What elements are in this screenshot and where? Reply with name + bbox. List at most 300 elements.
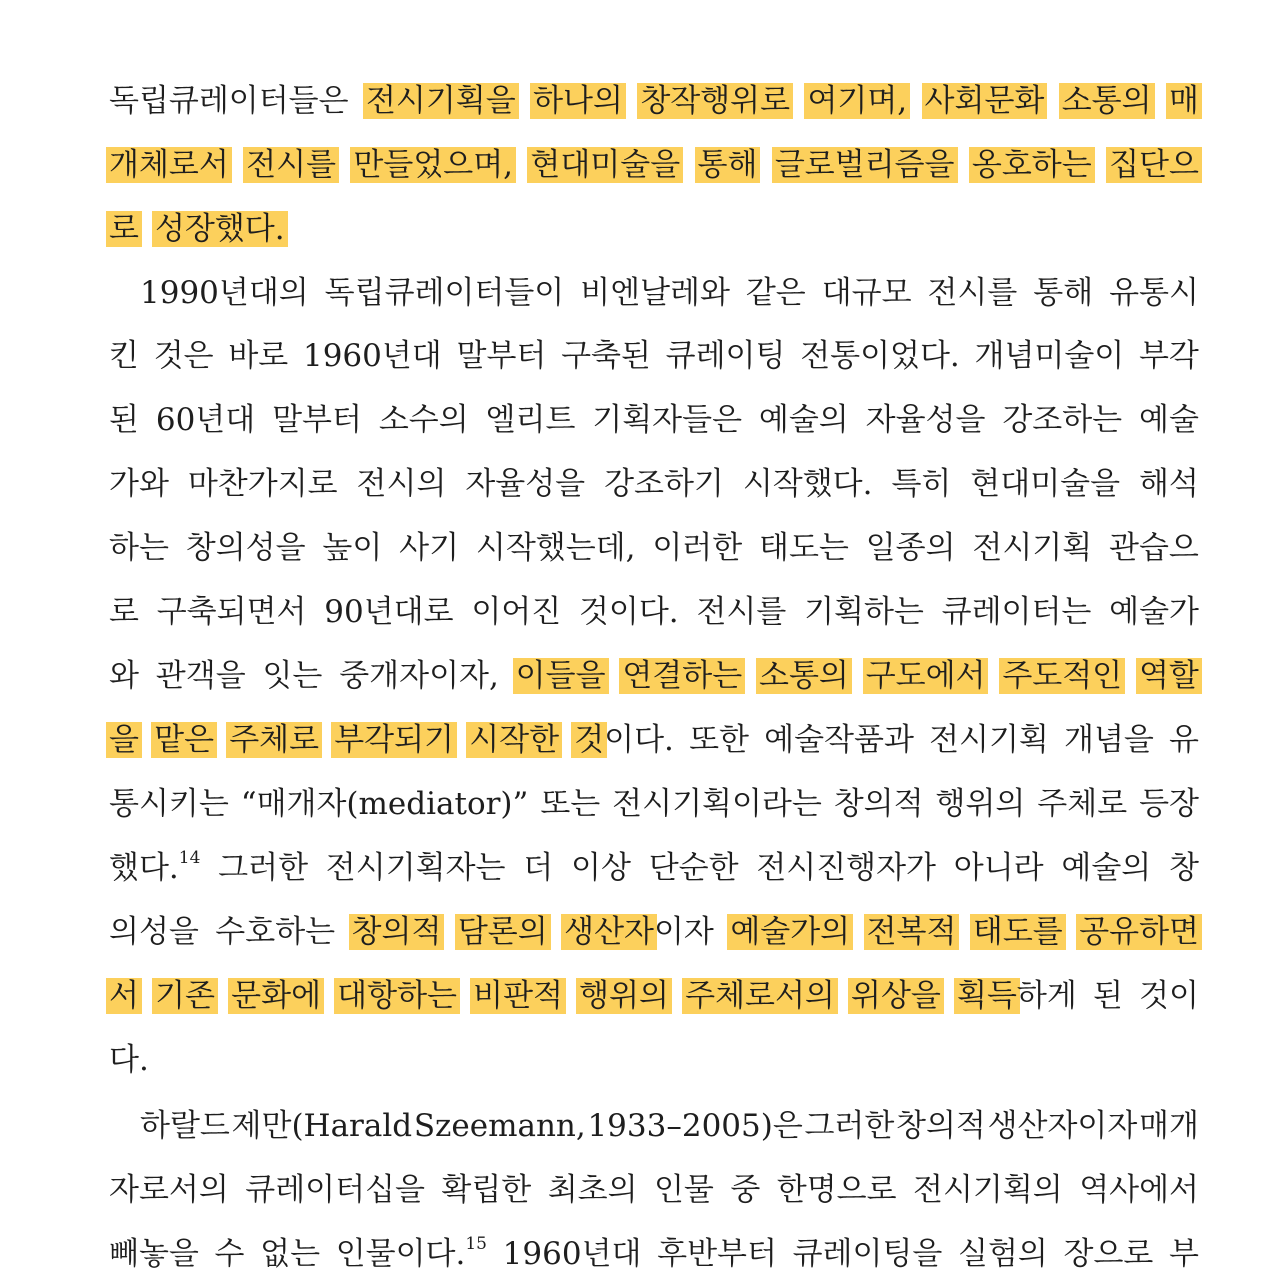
text-content: 생산자이자: [987, 1108, 1138, 1144]
word: [109, 77, 349, 125]
text-line: [109, 141, 1199, 189]
text-content: 주체로: [1037, 786, 1128, 822]
word: [109, 1036, 149, 1084]
text-content: 자율성을: [865, 402, 986, 438]
text-line: [109, 1036, 1199, 1084]
text-content: 전시진행자가: [756, 850, 936, 886]
word: [1139, 1102, 1199, 1150]
text-content: 문화에: [231, 978, 322, 1014]
word: [866, 524, 956, 572]
word: [804, 1102, 894, 1150]
text-line: [109, 716, 1199, 764]
text: [215, 914, 335, 950]
text-content: 같은: [745, 275, 806, 311]
text-content: 마찬가지로: [187, 466, 338, 502]
text: [696, 594, 786, 630]
highlighted-text: [954, 978, 1020, 1014]
word: [579, 972, 669, 1020]
text-content: 한명으로: [776, 1172, 897, 1208]
word: [337, 972, 457, 1020]
text: [140, 1108, 230, 1144]
word: [325, 269, 565, 317]
text: [804, 594, 924, 630]
word: [215, 908, 335, 956]
word: [109, 205, 139, 253]
word: [303, 332, 442, 380]
text-content: 구도에서: [865, 658, 986, 694]
text-content: 그러한: [218, 850, 309, 886]
word: [486, 396, 576, 444]
word: [1037, 780, 1127, 828]
word: [154, 332, 214, 380]
word: [689, 716, 749, 764]
word: [156, 396, 255, 444]
text: [970, 466, 1120, 502]
text-content: 하나의: [533, 83, 623, 119]
word: [698, 141, 758, 189]
text-content: 주도적인: [1002, 658, 1123, 694]
text: [156, 658, 246, 694]
text-content: 제만(Harald: [231, 1108, 413, 1144]
word: [759, 524, 849, 572]
word: [476, 524, 636, 572]
highlighted-text: [1059, 83, 1155, 119]
word: [685, 972, 835, 1020]
text: [1037, 786, 1127, 822]
text-content: 로: [109, 211, 139, 247]
word: [743, 460, 873, 508]
word: [759, 652, 849, 700]
text: [954, 850, 1044, 886]
text: [1139, 1108, 1199, 1144]
word: [441, 1166, 531, 1214]
text-content: 획득: [957, 978, 1017, 1014]
word: [1169, 716, 1199, 764]
text-content: 예술의: [1061, 850, 1152, 886]
text: [822, 275, 912, 311]
word: [973, 908, 1063, 956]
text: [612, 786, 822, 822]
text: [730, 1172, 760, 1208]
highlighted-text: [804, 83, 910, 119]
word: [109, 396, 139, 444]
text-content: 1960년대: [502, 1236, 642, 1272]
text-content: 예술작품과: [764, 722, 914, 758]
word: [561, 332, 651, 380]
text: [272, 402, 362, 438]
text-content: 가와: [109, 466, 169, 502]
text-content: 전시를: [927, 275, 1018, 311]
word: [958, 1230, 1048, 1278]
highlighted-text: [772, 147, 958, 183]
text: [929, 722, 1049, 758]
text-content: 대항하는: [337, 978, 457, 1014]
word: [579, 588, 679, 636]
text: [654, 1172, 714, 1208]
word: [649, 844, 739, 892]
word: [1109, 141, 1199, 189]
text-content: 엘리트: [485, 402, 576, 438]
word: [155, 972, 215, 1020]
word: [366, 77, 516, 125]
text: [325, 275, 565, 311]
text-content: 위상을: [851, 978, 941, 1014]
highlighted-text: [1106, 147, 1202, 183]
text-content: 또는: [540, 786, 601, 822]
highlighted-text: [363, 83, 519, 119]
word: [246, 141, 336, 189]
text: [571, 850, 631, 886]
text-content: 연결하는: [622, 658, 743, 694]
text-content: 창의적: [896, 1108, 986, 1144]
text: [303, 338, 442, 374]
text-line: [109, 460, 1199, 508]
word: [730, 1166, 760, 1214]
word: [1079, 908, 1199, 956]
text-content: 후반부터: [657, 1236, 777, 1272]
text-content: 행위의: [935, 786, 1026, 822]
text-content: 비판적: [473, 978, 563, 1014]
word: [756, 844, 936, 892]
text: [471, 594, 561, 630]
text-content: 다.: [109, 1042, 149, 1078]
text-content: 잇는: [262, 658, 323, 694]
text: [942, 594, 1092, 630]
text: [241, 786, 529, 822]
text-content: 전시의: [356, 466, 447, 502]
highlighted-text: [848, 978, 944, 1014]
word: [954, 844, 1044, 892]
highlighted-text: [695, 147, 761, 183]
text-content: 실험의: [958, 1236, 1048, 1272]
word: [654, 1166, 714, 1214]
highlighted-text: [527, 147, 683, 183]
text-content: 인물이다.: [335, 1236, 466, 1272]
text-line: [109, 77, 1199, 125]
text: [592, 402, 742, 438]
text-content: 담론의: [457, 914, 548, 950]
word: [640, 77, 790, 125]
text-line: [109, 972, 1199, 1020]
text-content: 비엔날레와: [580, 275, 730, 311]
text-content: 전시를: [246, 147, 337, 183]
text-content: 생산자: [564, 914, 654, 950]
text: [414, 1108, 586, 1144]
text: [866, 530, 956, 566]
word: [1139, 460, 1199, 508]
text: [109, 466, 169, 502]
highlighted-text: [350, 147, 516, 183]
text-content: 통해: [697, 147, 758, 183]
text-line: [109, 396, 1199, 444]
text-content: 이상: [571, 850, 631, 886]
word: [896, 1102, 986, 1150]
word: [326, 844, 506, 892]
highlighted-text: [226, 722, 322, 758]
text-content: 서: [109, 978, 139, 1014]
text-content: 부각되기: [334, 722, 455, 758]
text: [140, 275, 309, 311]
text-content: 아니라: [953, 850, 1044, 886]
word: [1169, 844, 1199, 892]
word: [530, 141, 680, 189]
text: [1002, 402, 1122, 438]
text-content: 행위의: [579, 978, 669, 1014]
text-content: 1960년대: [302, 338, 442, 374]
text: [228, 338, 288, 374]
word: [379, 396, 469, 444]
word: [1002, 396, 1122, 444]
text: [649, 850, 739, 886]
word: [324, 588, 453, 636]
word: [516, 652, 606, 700]
text-content: “매개자(mediator)”: [240, 786, 529, 822]
text-content: 등장: [1139, 786, 1199, 822]
word: [523, 844, 553, 892]
text-content: 부각: [1138, 338, 1199, 374]
highlighted-text: [106, 978, 142, 1014]
word: [241, 780, 529, 828]
word: [458, 908, 548, 956]
text-content: 중: [730, 1172, 761, 1208]
text: [866, 402, 986, 438]
text-content: 관객을: [155, 658, 246, 694]
text: [109, 530, 169, 566]
text-content: 자율성을: [465, 466, 586, 502]
text: [109, 1042, 149, 1078]
text-content: 말부터: [456, 338, 547, 374]
text-content: 예술가: [1109, 594, 1199, 630]
highlighted-text: [152, 211, 288, 247]
text-content: 특히: [891, 466, 952, 502]
word: [109, 780, 229, 828]
word: [764, 716, 914, 764]
text-content: 의성을: [109, 914, 199, 950]
word: [109, 1166, 229, 1214]
word: [652, 524, 742, 572]
word: [592, 396, 742, 444]
word: [972, 141, 1092, 189]
word: [866, 396, 986, 444]
text-content: 예술의: [758, 402, 849, 438]
word: [357, 460, 447, 508]
text: [324, 594, 453, 630]
text: [1064, 722, 1154, 758]
text-content: 공유하면: [1079, 914, 1199, 950]
highlighted-text: [922, 83, 1048, 119]
text-content: 통시키는: [109, 786, 229, 822]
text: [746, 275, 806, 311]
text-content: 매: [1168, 83, 1199, 119]
word: [336, 1230, 487, 1278]
word: [777, 1166, 897, 1214]
text: [109, 658, 139, 694]
word: [564, 908, 714, 956]
highlighted-text: [571, 722, 607, 758]
text-content: 빼놓을: [109, 1236, 199, 1272]
word: [1109, 524, 1199, 572]
text: [936, 786, 1026, 822]
text-content: 유통시: [1109, 275, 1199, 311]
text-content: 구축되면서: [156, 594, 307, 630]
text-content: 자로서의: [109, 1172, 229, 1208]
text-content: 수: [214, 1236, 245, 1272]
text-content: 독립큐레이터들은: [109, 83, 349, 119]
text: [913, 1172, 1063, 1208]
text: [1139, 978, 1199, 1014]
text-content: 전시기획의: [913, 1172, 1063, 1208]
text-content: 주체로: [229, 722, 320, 758]
text: [927, 275, 1017, 311]
word: [807, 77, 907, 125]
text: [654, 914, 714, 950]
word: [1061, 844, 1151, 892]
text: [764, 722, 914, 758]
word: [140, 269, 309, 317]
text-line: [109, 1230, 1199, 1278]
word: [657, 1230, 777, 1278]
word: [580, 269, 730, 317]
text: [109, 83, 349, 119]
word: [109, 652, 139, 700]
text: [972, 530, 1092, 566]
highlighted-text: [637, 83, 793, 119]
text: [109, 338, 139, 374]
text-content: Szeemann,: [413, 1108, 586, 1144]
highlighted-text: [682, 978, 838, 1014]
word: [231, 972, 321, 1020]
text-content: 전시기획을: [365, 83, 516, 119]
text: [215, 1236, 245, 1272]
text: [804, 1108, 894, 1144]
text: [580, 275, 730, 311]
text-content: 했다.: [109, 850, 179, 886]
text: [657, 1236, 777, 1272]
word: [746, 269, 806, 317]
text-content: 로: [109, 594, 139, 630]
text-content: 큐레이터십을: [245, 1172, 425, 1208]
text: [579, 594, 679, 630]
text-content: 소통의: [1061, 83, 1152, 119]
text: [1139, 338, 1199, 374]
text-line: [109, 332, 1199, 380]
word: [109, 332, 139, 380]
word: [975, 332, 1125, 380]
text-content: 역할: [1138, 658, 1199, 694]
text-content: 만들었으며,: [353, 147, 514, 183]
text: [465, 466, 585, 502]
word: [272, 396, 362, 444]
word: [245, 1166, 425, 1214]
text-content: 된: [109, 402, 139, 438]
highlighted-text: [1076, 914, 1202, 950]
word: [109, 1230, 199, 1278]
text-content: 사회문화: [924, 83, 1045, 119]
text-content: 대규모: [821, 275, 912, 311]
text-content: 유: [1169, 722, 1199, 758]
word: [1109, 269, 1199, 317]
word: [988, 1102, 1138, 1150]
text: [540, 786, 600, 822]
text-content: 것이: [1139, 978, 1199, 1014]
word: [471, 588, 561, 636]
text: [339, 658, 499, 694]
text-content: 강조하기: [604, 466, 724, 502]
text: [1109, 594, 1199, 630]
text-content: 개념을: [1064, 722, 1154, 758]
text-line: [109, 588, 1199, 636]
word: [1064, 716, 1154, 764]
word: [1062, 77, 1152, 125]
text-content: 전시기획이라는: [612, 786, 822, 822]
word: [1109, 588, 1199, 636]
highlighted-text: [152, 978, 218, 1014]
word: [232, 1102, 413, 1150]
text: [1079, 1172, 1199, 1208]
text-content: 창작행위로: [640, 83, 791, 119]
text: [1064, 1236, 1154, 1272]
word: [866, 652, 986, 700]
text-content: 말부터: [272, 402, 362, 438]
text-content: 1933–2005)은: [587, 1108, 803, 1144]
word: [822, 269, 912, 317]
text-content: 창: [1169, 850, 1199, 886]
word: [927, 269, 1017, 317]
text: [1169, 1236, 1199, 1272]
text-content: 전시를: [696, 594, 787, 630]
text: [1139, 466, 1199, 502]
text: [441, 1172, 531, 1208]
text-content: 하랄드: [140, 1108, 230, 1144]
word: [929, 716, 1049, 764]
text-content: 큐레이팅: [665, 338, 786, 374]
text-content: 예술가의: [730, 914, 851, 950]
text-content: 된: [1092, 978, 1123, 1014]
word: [260, 1230, 320, 1278]
text: [548, 1172, 638, 1208]
text: [260, 1236, 320, 1272]
word: [109, 588, 139, 636]
word: [587, 1102, 802, 1150]
text: [109, 1236, 199, 1272]
text: [1017, 978, 1077, 1014]
highlighted-text: [334, 978, 460, 1014]
text: [1169, 850, 1199, 886]
highlighted-text: [576, 978, 672, 1014]
text: [262, 658, 322, 694]
text-content: 이어진: [471, 594, 562, 630]
word: [353, 141, 513, 189]
word: [793, 1230, 943, 1278]
word: [925, 77, 1045, 125]
word: [936, 780, 1026, 828]
word: [473, 972, 563, 1020]
text-line: [109, 205, 1199, 253]
text-content: 집단으: [1109, 147, 1199, 183]
text-content: 통해: [1033, 275, 1094, 311]
text: [793, 1236, 943, 1272]
text-content: 하게: [1016, 978, 1077, 1014]
text-content: 옹호하는: [971, 147, 1092, 183]
word: [666, 332, 786, 380]
text: [891, 466, 951, 502]
word: [186, 524, 306, 572]
word: [109, 908, 199, 956]
word: [1139, 652, 1199, 700]
text: [743, 466, 873, 502]
highlighted-text: [106, 722, 142, 758]
text-content: 부: [1169, 1236, 1199, 1272]
